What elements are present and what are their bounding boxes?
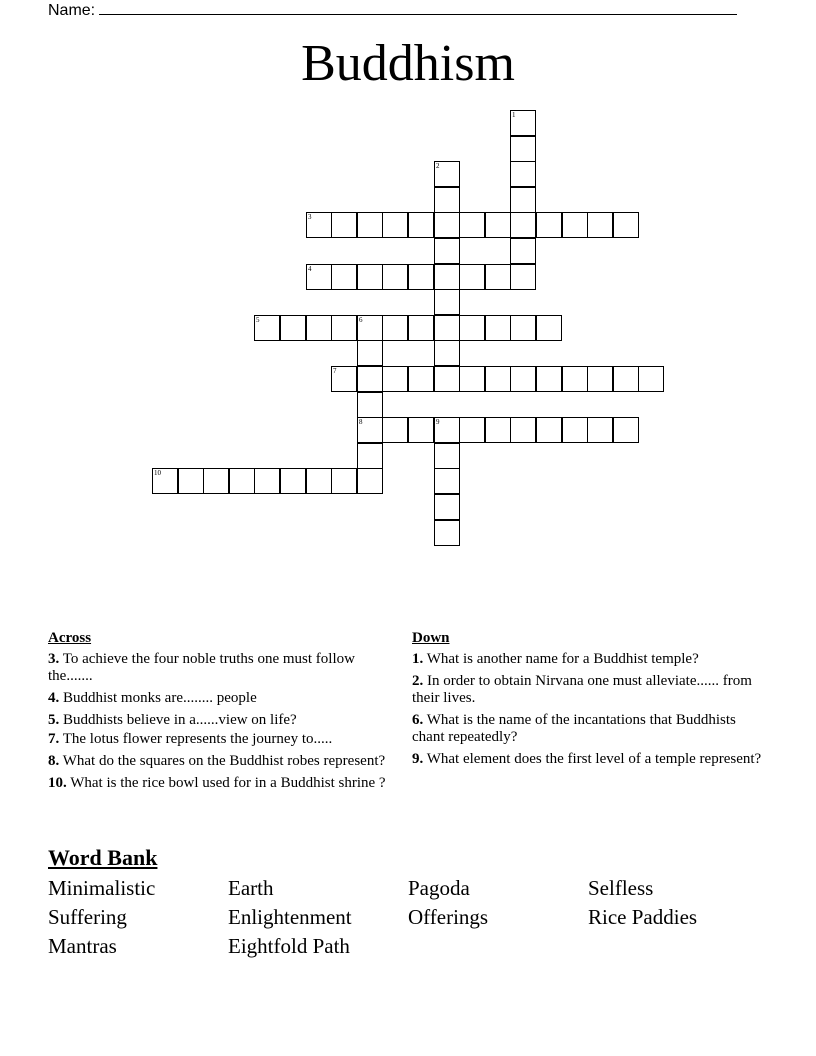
crossword-cell[interactable] (331, 468, 357, 494)
word-bank-item: Rice Paddies (588, 905, 698, 929)
clue-across-8 (48, 753, 393, 770)
crossword-cell[interactable] (434, 417, 460, 443)
crossword-cell[interactable] (434, 340, 460, 366)
crossword-cell[interactable] (434, 187, 460, 213)
clue-number-label: 3 (308, 213, 312, 221)
crossword-cell[interactable] (382, 366, 408, 392)
crossword-cell[interactable] (357, 315, 383, 341)
crossword-cell[interactable] (408, 212, 434, 238)
crossword-cell[interactable] (587, 417, 613, 443)
clue-across-10 (48, 775, 393, 792)
crossword-cell[interactable] (434, 289, 460, 315)
crossword-cell[interactable] (306, 264, 332, 290)
clue-across-4 (48, 690, 393, 707)
crossword-cell[interactable] (510, 161, 536, 187)
clue-down-2 (412, 673, 772, 707)
crossword-cell[interactable] (434, 238, 460, 264)
crossword-cell[interactable] (254, 315, 280, 341)
clue-number-label: 5 (256, 316, 260, 324)
clue-number-label: 6 (359, 316, 363, 324)
crossword-cell[interactable] (459, 366, 485, 392)
across-heading: Across (48, 630, 92, 646)
crossword-cell[interactable] (510, 264, 536, 290)
crossword-cell[interactable] (357, 468, 383, 494)
crossword-cell[interactable] (613, 366, 639, 392)
crossword-cell[interactable] (331, 366, 357, 392)
crossword-cell[interactable] (485, 212, 511, 238)
crossword-cell[interactable] (408, 366, 434, 392)
clue-number-label: 4 (308, 265, 312, 273)
crossword-cell[interactable] (587, 212, 613, 238)
word-bank-item: Selfless (588, 876, 654, 900)
crossword-cell[interactable] (306, 315, 332, 341)
page-title: Buddhism (301, 35, 515, 92)
crossword-cell[interactable] (587, 366, 613, 392)
crossword-cell[interactable] (178, 468, 204, 494)
crossword-cell[interactable] (408, 264, 434, 290)
clue-number-label: 7 (333, 367, 337, 375)
clue-number: 2. (412, 673, 424, 689)
clue-number: 8. (48, 753, 60, 769)
word-bank-item: Earth (228, 876, 274, 900)
crossword-cell[interactable] (613, 212, 639, 238)
crossword-cell[interactable] (382, 212, 408, 238)
clue-number: 7. (48, 731, 60, 747)
clue-down-6 (412, 712, 772, 746)
crossword-cell[interactable] (306, 468, 332, 494)
crossword-cell[interactable] (510, 238, 536, 264)
crossword-cell[interactable] (254, 468, 280, 494)
clue-number: 9. (412, 751, 424, 767)
name-label: Name: (48, 2, 96, 19)
word-bank-item: Minimalistic (48, 876, 156, 900)
clue-across-7 (48, 731, 393, 748)
crossword-cell[interactable] (536, 366, 562, 392)
crossword-cell[interactable] (357, 264, 383, 290)
crossword-cell[interactable] (331, 315, 357, 341)
crossword-cell[interactable] (280, 468, 306, 494)
crossword-cell[interactable] (434, 366, 460, 392)
crossword-cell[interactable] (459, 264, 485, 290)
clue-text: What is another name for a Buddhist temple? (426, 651, 699, 667)
crossword-cell[interactable] (408, 315, 434, 341)
clue-across-3 (48, 651, 393, 685)
crossword-cell[interactable] (510, 315, 536, 341)
crossword-cell[interactable] (510, 417, 536, 443)
word-bank-item: Pagoda (408, 876, 470, 900)
crossword-cell[interactable] (485, 366, 511, 392)
clue-text: In order to obtain Nirvana one must alleviate...... from their lives. (412, 673, 752, 706)
crossword-cell[interactable] (485, 315, 511, 341)
clue-text: What do the squares on the Buddhist robes represent? (62, 753, 386, 769)
crossword-cell[interactable] (562, 212, 588, 238)
crossword-cell[interactable] (382, 417, 408, 443)
crossword-cell[interactable] (434, 264, 460, 290)
clue-number-label: 9 (436, 418, 440, 426)
down-clues (412, 630, 772, 773)
crossword-cell[interactable] (536, 315, 562, 341)
clue-text: What is the name of the incantations that Buddhists chant repeatedly? (412, 712, 736, 745)
crossword-cell[interactable] (485, 264, 511, 290)
crossword-cell[interactable] (562, 417, 588, 443)
crossword-cell[interactable] (536, 212, 562, 238)
crossword-cell[interactable] (382, 315, 408, 341)
crossword-cell[interactable] (510, 110, 536, 136)
word-bank-item: Enlightenment (228, 905, 352, 929)
crossword-cell[interactable] (331, 264, 357, 290)
crossword-cell[interactable] (459, 417, 485, 443)
down-heading: Down (412, 630, 450, 646)
word-bank-heading: Word Bank (48, 845, 158, 870)
crossword-cell[interactable] (510, 136, 536, 162)
crossword-cell[interactable] (434, 520, 460, 546)
clue-number-label: 10 (154, 469, 161, 477)
crossword-cell[interactable] (357, 443, 383, 469)
crossword-cell[interactable] (485, 417, 511, 443)
crossword-cell[interactable] (459, 212, 485, 238)
crossword-cell[interactable] (152, 468, 178, 494)
clue-number-label: 1 (512, 111, 516, 119)
crossword-cell[interactable] (434, 468, 460, 494)
clue-number-label: 8 (359, 418, 363, 426)
clue-down-9 (412, 751, 772, 768)
crossword-cell[interactable] (306, 212, 332, 238)
clue-number-label: 2 (436, 162, 440, 170)
clue-number: 1. (412, 651, 424, 667)
crossword-cell[interactable] (357, 417, 383, 443)
clue-text: The lotus flower represents the journey to..... (62, 731, 333, 747)
across-clues (48, 630, 393, 797)
crossword-cell[interactable] (382, 264, 408, 290)
crossword-cell[interactable] (357, 340, 383, 366)
crossword-cell[interactable] (434, 161, 460, 187)
word-bank-item: Eightfold Path (228, 934, 350, 958)
crossword-cell[interactable] (613, 417, 639, 443)
crossword-cell[interactable] (229, 468, 255, 494)
clue-number: 6. (412, 712, 424, 728)
clue-number: 5. (48, 712, 60, 728)
clue-number: 3. (48, 651, 60, 667)
crossword-cell[interactable] (510, 212, 536, 238)
crossword-cell[interactable] (510, 187, 536, 213)
word-bank-item: Suffering (48, 905, 127, 929)
crossword-cell[interactable] (434, 315, 460, 341)
word-bank (48, 874, 768, 961)
crossword-cell[interactable] (536, 417, 562, 443)
crossword-cell[interactable] (638, 366, 664, 392)
word-bank-item: Mantras (48, 934, 117, 958)
clue-across-5 (48, 712, 393, 729)
crossword-cell[interactable] (459, 315, 485, 341)
clue-text: Buddhist monks are........ people (63, 690, 257, 706)
clue-text: What element does the first level of a temple represent? (426, 751, 762, 767)
crossword-cell[interactable] (562, 366, 588, 392)
clue-text: Buddhists believe in a......view on life? (63, 712, 297, 728)
crossword-cell[interactable] (331, 212, 357, 238)
crossword-cell[interactable] (280, 315, 306, 341)
crossword-cell[interactable] (357, 212, 383, 238)
crossword-cell[interactable] (434, 443, 460, 469)
crossword-cell[interactable] (510, 366, 536, 392)
clue-number: 10. (48, 775, 67, 791)
word-bank-item: Offerings (408, 905, 489, 929)
clue-number: 4. (48, 690, 60, 706)
clue-text: To achieve the four noble truths one must follow the....... (48, 651, 355, 684)
crossword-cell[interactable] (357, 392, 383, 418)
clue-down-1 (412, 651, 772, 668)
crossword-cell[interactable] (408, 417, 434, 443)
clue-text: What is the rice bowl used for in a Buddhist shrine ? (70, 775, 386, 791)
crossword-cell[interactable] (434, 212, 460, 238)
crossword-cell[interactable] (203, 468, 229, 494)
crossword-cell[interactable] (357, 366, 383, 392)
crossword-cell[interactable] (434, 494, 460, 520)
